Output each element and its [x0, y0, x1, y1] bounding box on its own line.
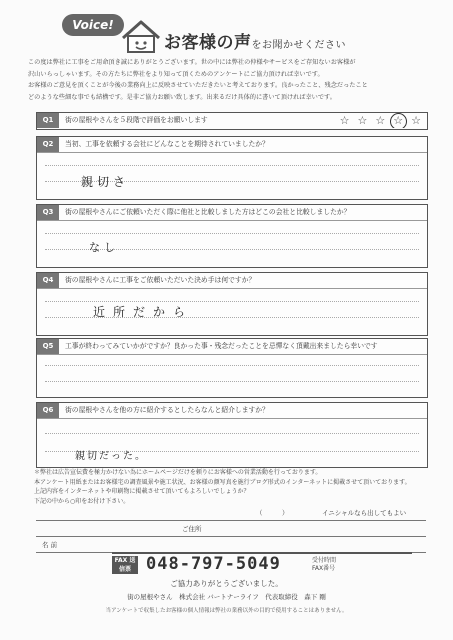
fax-side-info: [312, 557, 336, 573]
title-main: お客様の声: [164, 33, 252, 53]
question-text: 街の屋根やさんを５段階で評価をお願いします: [65, 116, 208, 124]
fax-number: 048-797-5049: [146, 554, 281, 574]
question-header: [37, 137, 427, 153]
question-number: Q2: [37, 137, 59, 152]
star-icon[interactable]: ☆: [339, 114, 350, 127]
title-suffix: をお聞かせください: [251, 40, 346, 51]
note-line: 本アンケート用紙またはお客様宅の調査風景や施工状況、お客様の顔写真を施行ブログ形式のインターネットに掲載させて頂いております。: [34, 478, 411, 486]
answer-text[interactable]: 親切だった。: [75, 451, 147, 462]
answer-text[interactable]: 親切さ: [81, 175, 130, 189]
star-icon-selected[interactable]: ☆: [393, 114, 404, 127]
question-header: [37, 339, 427, 355]
name-row[interactable]: [36, 538, 426, 553]
address-row[interactable]: [36, 522, 426, 537]
fax-side-bottom: FAX番号: [312, 565, 336, 572]
intro-line: どのような些細な事でも結構です。是非ご協力お願い致します。出来るだけ具体的に書いて頂ければ幸いです。: [28, 93, 336, 101]
question-text: 街の屋根やさんを他の方に紹介するとしたらなんと紹介しますか？: [65, 406, 269, 414]
fax-tag: FAX 送信票: [112, 556, 138, 574]
question-4: [36, 272, 428, 336]
question-2: [36, 136, 428, 200]
question-5: [36, 338, 428, 398]
question-text: 当初、工事を依頼する会社にどんなことを期待されていましたか？: [65, 140, 269, 148]
intro-line: お客様のご意見を頂くことが今後の業務向上に反映させていただきたいと考えております。良かったこと、残念だったこと: [28, 82, 368, 89]
answer-text[interactable]: 近所だから: [93, 305, 194, 319]
question-text: 工事が終わってみていかがですか？良かった事・残念だったことを忌憚なく頂戴出来ましたら幸いです: [65, 342, 378, 350]
fax-block: [112, 552, 412, 576]
thanks-text: ご協力ありがとうございました。: [170, 579, 283, 588]
question-text: 街の屋根やさんに工事をご依頼いただいた決め手は何ですか？: [65, 276, 256, 284]
address-label: ご住所: [182, 525, 202, 533]
answer-line: [45, 301, 419, 302]
note-line: 下記の中から○印をお付け下さい。: [34, 497, 130, 505]
note-line: ＊弊社は広告宣伝費を極力かけない為にホームページだけを頼りにお客様への営業活動を行っております。: [34, 469, 322, 476]
star-icon[interactable]: ☆: [357, 114, 368, 127]
initials-note: イニシャルなら出してもよい: [322, 509, 407, 517]
answer-text[interactable]: なし: [89, 241, 119, 254]
question-6: [36, 402, 428, 468]
page-title: [164, 28, 346, 53]
question-text: 街の屋根やさんにご依頼いただく際に他社と比較しました方はどこの会社と比較しましたか？: [65, 208, 351, 216]
question-header: [37, 273, 427, 289]
question-number: Q1: [37, 113, 59, 128]
voice-badge: Voice!: [62, 14, 124, 36]
question-header: [37, 403, 427, 419]
answer-line: [45, 233, 419, 234]
question-3: [36, 204, 428, 268]
note-line: 上記内容をインターネットや印刷物に掲載させて頂いてもよろしいでしょうか？: [34, 488, 250, 495]
question-number: Q6: [37, 403, 59, 418]
company-line: 街の屋根やさん 株式会社 バートナーライフ 代表取締役 森下 剛: [127, 593, 326, 601]
question-header: [37, 205, 427, 221]
consent-notes: [34, 468, 434, 506]
answer-line: [45, 381, 419, 382]
question-1: [36, 112, 428, 130]
question-number: Q4: [37, 273, 59, 288]
initials-row: [36, 506, 426, 521]
star-icon[interactable]: ☆: [375, 114, 386, 127]
rating-stars[interactable]: [340, 113, 421, 128]
intro-line: 沢山いらっしゃいます。その方たちに弊社をより知って頂くためのアンケートにご協力頂ければ幸いです。: [28, 70, 324, 78]
name-label: 名 前: [42, 541, 58, 549]
intro-line: この度は弊社に工事をご用命頂き誠にありがとうございます。世の中には弊社の仲様やサービスをご存知ないお客様が: [28, 59, 356, 66]
fax-side-top: 受付時間: [312, 557, 337, 564]
house-icon: [120, 18, 162, 54]
question-number: Q3: [37, 205, 59, 220]
answer-line: [45, 433, 419, 434]
question-header: [37, 113, 427, 128]
star-icon[interactable]: ☆: [411, 114, 421, 127]
answer-line: [45, 365, 419, 366]
privacy-note: 当アンケートで収集したお客様の個人情報は弊社の業務以外の目的で使用することはありません。: [105, 608, 348, 614]
initials-choice[interactable]: （ ）: [256, 509, 289, 517]
intro-text: [28, 58, 428, 104]
answer-line: [45, 165, 419, 166]
question-number: Q5: [37, 339, 59, 354]
